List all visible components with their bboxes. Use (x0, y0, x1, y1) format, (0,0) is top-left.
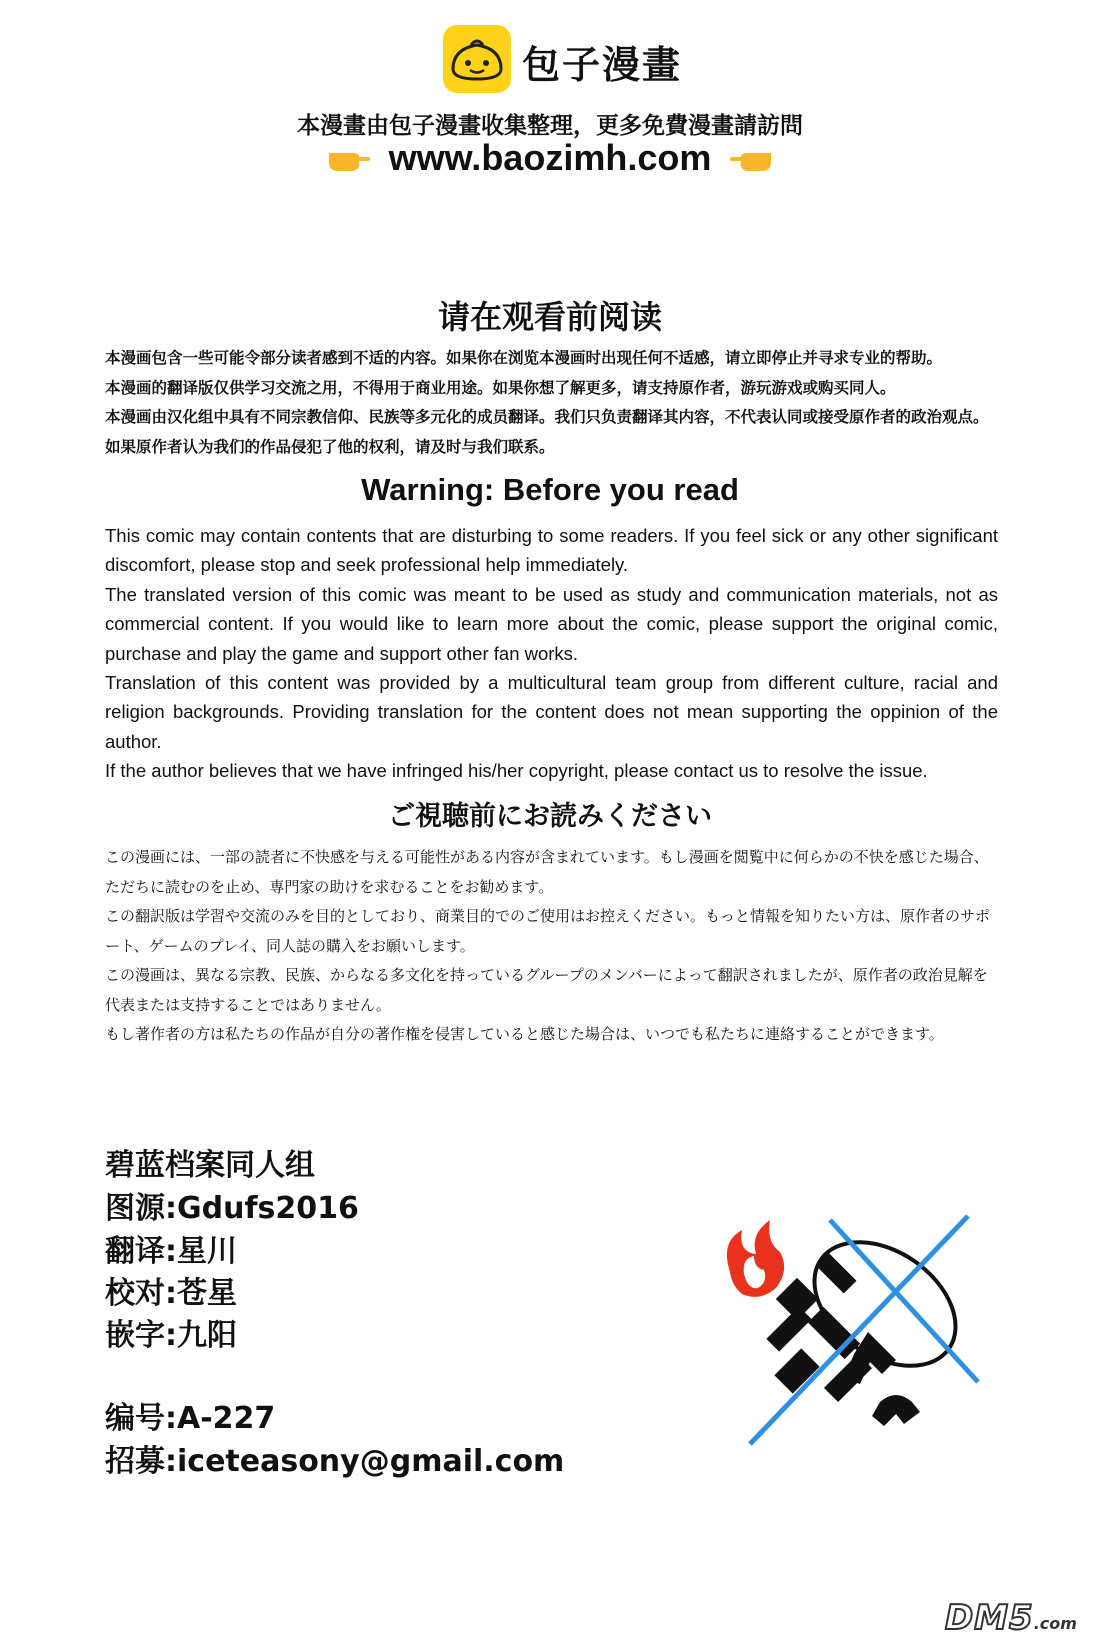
english-warning-paragraph: The translated version of this comic was meant to be used as study and communication materials, not as commercial content. If you would like to learn more about the comic, please support the original comic, purchase and play the game and support other fan works. (105, 583, 998, 664)
chinese-warning-line: 本漫画由汉化组中具有不同宗教信仰、民族等多元化的成员翻译。我们只负责翻译其内容，不代表认同或接受原作者的政治观点。 (105, 408, 989, 426)
japanese-warning-paragraph: この漫画は、異なる宗教、民族、からなる多文化を持っているグループのメンバーによって翻訳されましたが、原作者の政治見解を代表または支持することではありません。 (105, 966, 988, 1014)
watermark-main: DM5 (945, 1598, 1034, 1638)
site-notice: 本漫畫由包子漫畫收集整理，更多免費漫畫請訪問 (297, 113, 803, 139)
credit-typesetter: 嵌字:九阳 (105, 1318, 237, 1353)
english-warning-heading: Warning: Before you read (361, 472, 739, 507)
site-url-link[interactable]: www.baozimh.com (388, 137, 712, 178)
brand-name: 包子漫畫 (522, 43, 683, 87)
japanese-warning-paragraph: この漫画には、一部の読者に不快感を与える可能性がある内容が含まれています。もし漫画を閲覧中に何らかの不快を感じた場合、ただちに読むのを止め、専門家の助けを求むることをお勧めます。 (105, 848, 989, 896)
english-warning-paragraph: This comic may contain contents that are disturbing to some readers. If you feel sick or any other significant discomfort, please stop and seek professional help immediately. (105, 525, 998, 576)
chinese-warning-body (105, 344, 998, 462)
credit-number: 编号:A-227 (105, 1401, 276, 1436)
credit-translator: 翻译:星川 (105, 1234, 237, 1269)
english-warning-body (105, 521, 998, 786)
dm5-watermark (945, 1598, 1077, 1638)
japanese-warning-body (105, 843, 998, 1050)
brand-logo-icon (443, 25, 511, 93)
pointing-hand-icon (325, 141, 371, 175)
english-warning-paragraph: If the author believes that we have infringed his/her copyright, please contact us to resolve the issue. (105, 760, 928, 782)
japanese-warning-heading: ご視聴前にお読みください (388, 801, 712, 832)
team-emblem-icon (720, 1212, 990, 1462)
chinese-warning-heading: 请在观看前阅读 (437, 298, 662, 336)
chinese-warning-line: 如果原作者认为我们的作品侵犯了他的权利，请及时与我们联系。 (105, 437, 555, 456)
chinese-warning-line: 本漫画的翻译版仅供学习交流之用，不得用于商业用途。如果你想了解更多，请支持原作者，游玩游戏或购买同人。 (105, 378, 896, 397)
credit-source: 图源:Gdufs2016 (105, 1191, 359, 1226)
watermark-suffix: .com (1033, 1614, 1077, 1633)
chinese-warning-line: 本漫画包含一些可能令部分读者感到不适的内容。如果你在浏览本漫画时出现任何不适感，请立即停止并寻求专业的帮助。 (105, 349, 943, 367)
site-link-row (0, 137, 1100, 179)
pointing-hand-icon (729, 141, 775, 175)
group-name: 碧蓝档案同人组 (105, 1148, 315, 1183)
credit-recruit-email: 招募:iceteasony@gmail.com (105, 1444, 565, 1479)
credit-proofreader: 校对:苍星 (105, 1276, 237, 1311)
japanese-warning-paragraph: この翻訳版は学習や交流のみを目的としており、商業目的でのご使用はお控えください。もっと情報を知りたい方は、原作者のサポート、ゲームのプレイ、同人誌の購入をお願いします。 (105, 907, 991, 955)
japanese-warning-paragraph: もし著作者の方は私たちの作品が自分の著作権を侵害していると感じた場合は、いつでも私たちに連絡することができます。 (105, 1025, 944, 1043)
english-warning-paragraph: Translation of this content was provided by a multicultural team group from different culture, racial and religion backgrounds. Providing translation for the content does not mean supporting the oppinion of the author. (105, 672, 998, 752)
